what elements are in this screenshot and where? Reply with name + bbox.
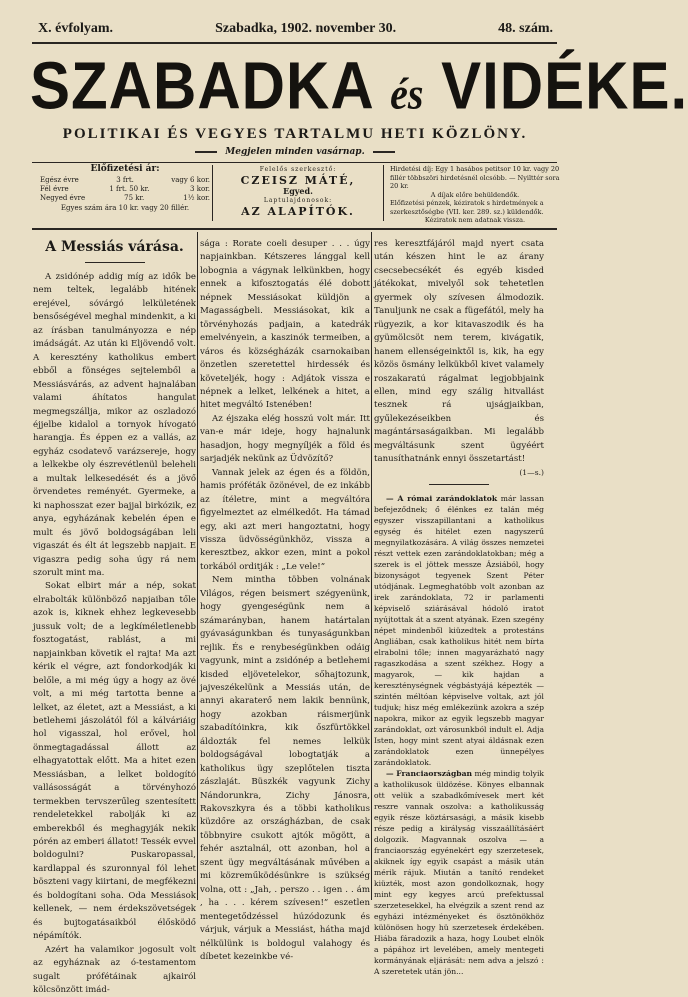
masthead-tail: VIDÉKE. — [441, 48, 688, 124]
column-3 — [374, 238, 544, 976]
subtitle: POLITIKAI ÉS VEGYES TARTALMU HETI KÖZLÖNY. — [62, 126, 528, 142]
column-2 — [200, 238, 370, 963]
owners-caption: Laptulajdonosok: — [263, 197, 333, 204]
issue-number: 48. szám. — [498, 21, 553, 36]
masthead-main: SZABADKA — [30, 48, 373, 124]
section-rule — [429, 484, 489, 485]
prepay-note: A díjak előre behüldendők. — [430, 190, 520, 199]
address-note: Előfizetési pénzek, kéziratok s hirdetmények a szerkesztőségbe (VII. ker. 289. sz.) küldendők. — [390, 199, 544, 216]
subscription-title: Előfizetési ár: — [90, 164, 160, 174]
owners-name: AZ ALAPÍTÓK. — [241, 205, 355, 218]
title-rule — [85, 262, 145, 263]
news-item: — A római zarándoklatok már lassan befejeződnek; ő élénkes ez talán még egyszer visszapillantani a katholikus egység és hitélet ezen nagyszerű megnyilatkozására. A világ összes nemzetei részt vettek ezen zarándoklatokban; még a szerek is el jöttek messze Ázsiából, hogy bizonyságot tegyenek Szent Péter utódjának. Legmeghatóbb volt azonban az irek zarándoklata, 72 ir parlamenti képviselő sziárásával hódoló iratot nyújtottak át a szent atyának. Ezen szegény népet mindenből kiüzedtek a protestáns Angliában, csak katholikus hitét nem bírta elrabolni tőle; innen magyarázható nagy ragaszkodása a szent székhez. Hogy a magyarok, — kik hajdan a kereszténységnek végbástyájá képezték — szintén méltóan képviselve voltak, azt jól tudjuk; hisz még emlékezünk azokra a szép napokra, mikor az egyik legszebb magyar zarándoklat, ozt városunkból indult el. Adja Isten, hogy mint szent atyai áldásnak ezen zarándoklatok ezen ünnepélyes zarándoklatok. — [374, 493, 544, 767]
news-title: — A római zarándoklatok — [386, 493, 498, 503]
article-title: A Messiás várása. — [45, 239, 184, 255]
place-date: Szabadka, 1902. november 30. — [215, 21, 397, 36]
editor-role: Egyed. — [283, 186, 313, 196]
masthead-es: és — [390, 68, 424, 119]
ornament-left — [195, 151, 217, 153]
column-1 — [33, 238, 196, 996]
top-rule — [32, 42, 557, 44]
signature: (1—s.) — [519, 467, 544, 477]
manuscript-note: Kéziratok nem adatnak vissza. — [424, 216, 526, 224]
dateline — [38, 20, 553, 38]
masthead — [30, 46, 688, 127]
paragraph: Azért ha valamikor jogosult volt az egyháznak az ó-testamentom sugalt prófétáinak ajkairól kölcsönzött imád- — [33, 944, 196, 996]
paragraph: A zsidónép addig míg az idők be nem teltek, legalább hitének erejével, sóvárgó lelkületének bensőségével meghal mindenkit, a ki az írásban tanulmányozza e nép imádságát. Az után ki Eljövendő volt. A keresztény katholikus embert ebből a fönséges sejtelemből a Messiásvárás, az advent hajnalában valami áhítatos hangulat megmegszállja, mikor az oszladozó éjjelbe kidalol a tornyok hívogató harangja. És éppen ez a vallás, az egyház csodatevő varázsereje, hogy a lelkekbe oly észrevétlenül beleheli a multak lelkesedését és a jövő örvendetes reményét. Gyermeke, a ki naphosszat ezer bajjal birkózik, ez anya, egyházának kebelén épen e mult és jövő boldogságában leli vigaszát és élt át legszebb napjait. E vigaszra pedig soha úgy rá nem szorult mint ma. — [33, 272, 196, 578]
paragraph: res keresztfájáról majd nyert csata után készen hint le az árany csecsebecsékét és egyéb kisded játékokat, mivelyől sok tehetetlen gyermek oly szívesen álmodozik. Tanuljunk ne csak a fügefától, mely ha rügyezik, a kor kitavaszodik és ha gyümölcsöt nem terem, kivágatik, hanem ellenségeinktől is, kik, ha egy közös ösmány lelkükből kivet valamely roszakaratú rágalmat legjobbjaink ellen, mind egy szálig hitvallást tesznek rá ujságjaikban, gyűlekezéseikben és magántársaságaikban. Mi legalább megváltásunk szent ügyéért tanusíthatnánk ennyi összetartást! — [374, 239, 544, 465]
single-copy-price: Egyes szám ára 10 kr. vagy 20 fillér. — [60, 204, 190, 212]
subscription-row: Fél évre 1 frt. 50 kr. 3 kor. — [40, 185, 210, 193]
news-item: — Franciaországban még mindig tolyik a katholikusok üldözése. Könyes elbannak ott velük a szabadkőmívesek mert két reszre vannak oszolva: a katholikusság egyik része köztársasági, a másik kisebb része pedig a királyság visszaállításáért dolgozik. Magvannak oszolva — a franciaország egyénekért egy szerzetesek, akiknek így egyik csapást a másik után mérik rájuk. Miután a tanító rendeket kiüzték, most azon gondolkoznak, hogy mint egy kegyes arcú prefektussal szerzetesekkel, ha elvégzik a szent rend az egyházi intézményeket és ösztönökhöz különösen hogy hü szerzetesek érdekében. Hiába fáradozik a haza, hogy Loubet elnök a pápához irt levelében, amely mentegeti kormányának eljárását: nem adva a jelszó : A szeretetek után jön... — [374, 768, 544, 976]
paragraph: Az éjszaka elég hosszú volt már. Itt van-e már ideje, hogy hajnalunk hasadjon, hogy megnyíljék a föld és sarjadjék nekünk az Üdvözítő? — [200, 413, 370, 465]
column-divider — [371, 232, 372, 900]
notices-box — [384, 165, 560, 224]
editorial-box — [212, 165, 384, 221]
ad-rates: Hirdetési díj: Egy 1 hasábos petitsor 10 kr. vagy 20 fillér többszöri hirdetésnél olcsóbb. — Nyilttér sora 20 kr. — [390, 165, 560, 190]
volume-label: X. évfolyam. — [38, 21, 114, 36]
ornament-right — [373, 151, 395, 153]
paragraph: sága : Rorate coeli desuper . . . úgy napjainkban. Kétszeres lánggal kell lobognia a vágynak lelkünkben, hogy ennek a kifosztogatás élé dobott népnek Messiásokat küldjön a Magasságbeli. Messiásokat, kik a törvényhozás padjain, a katedrák emelvényein, a kaszinók termeiben, a város és községházák csarnokaiban önzetlen szeretettel hirdessék és követeljék, hogy : Adjátok vissza e népnek a lelket, lelkének a hitet, a hitet megváltó Istenében! — [200, 239, 370, 411]
news-title: — Franciaországban — [386, 768, 473, 778]
publication-frequency: Megjelen minden vasárnap. — [30, 147, 560, 157]
paragraph: Sokat elbirt már a nép, sokat elrabolták különböző napjaiban tőle azok is, kiknek ehhez legkevesebb jussuk volt; de a legkíméletlenebb fosztogatást, rablást, a mi napjainkban követik el rajta! Ma azt kérik el végre, azt fondorkodják ki belőle, a mi még úgy a hogy az övé volt, a mi még tartotta benne a lelket, az életet, azt a Messiást, a ki betlehemi jászolától fól a kálváriáig hol vigasszal, hol erővel, hol önmegtagadással állott az elhagyatottak előtt. Ma a hitet ezen Messiásban, a lelket boldogító vallásosságát a törvényhozó termekben tervszerűleg szentesített rendeletekkel rabolják ki az emberekből és meghagyják nekik pórén az emberi állatot! Tessék evvel boldogulni? Puskaropassal, kardlappal és szuronnyal fól lehet böszteni vagy kiirtani, de megfékezni és boldogítani soha. Oda Messiások kellenek, — nem érdekszövetségek és bujtogatásaikból élősködő népámítók. — [33, 581, 196, 942]
paragraph: Nem mintha többen volnának Világos, régen beismert szégyenünk, hogy gyengeségünk nem a számarányban, hanem határtalan gyávaságunkban és tunyaságunkban rejlik. És e renybeségünkben odáig vagyunk, mint a zsidónép a betlehemi kisded eljövetelekor, sőhajtozunk, jajveszékelünk a Messiás után, de annyi akaraterő nem lakik bennünk, hogy azokban ráismerjünk szabadítóinkra, kik őszfürtökkel áldozták fel nemes lelkük boldogságával lobogtatják a katholikus ügy szeplőtelen tiszta zászlaját. Büszkék vagyunk Zichy Nándorunkra, Zichy Jánosra, Rakovszkyra és a többi katholikus küzdőre az országházban, de csak többnyire csukott ajtók mögött, a fehér asztalnál, ott azonban, hol a szent ügy megváltásának művében a mi közreműködésünkre is szükség volna, ott : „Jah, . perszo . . igen . . ám , ha . . . kérem szívesen!” eszetlen mentegetődzéssel húzódozunk és várjuk, várjuk a Messiást, hátha majd nélkülünk is boldogul valahogy és díbetet kezeinkbe vé- — [200, 575, 370, 963]
editor-caption: Felelős szerkesztő: — [259, 166, 337, 173]
info-top-rule — [32, 162, 557, 163]
columns-top-rule — [32, 228, 557, 230]
subscription-row: Egész évre 3 frt. vagy 6 kor. — [40, 176, 210, 184]
subscription-box — [40, 165, 210, 221]
column-divider — [197, 232, 198, 900]
editor-name: CZEISZ MÁTÉ, — [240, 174, 356, 187]
subscription-row: Negyed évre 75 kr. 1½ kor. — [40, 194, 210, 202]
paragraph: Vannak jelek az égen és a földön, hamis próféták özönével, de ez inkább az ítéletre, mint a megváltóra figyelmeztet az elmélkedőt. Ha támad egy, aki azt meri hangoztatni, hogy vissza üdvösségünkhöz, vissza a keresztbez, akkor ezen, mint a pokol torkából orditják : „Le vele!” — [200, 467, 370, 572]
